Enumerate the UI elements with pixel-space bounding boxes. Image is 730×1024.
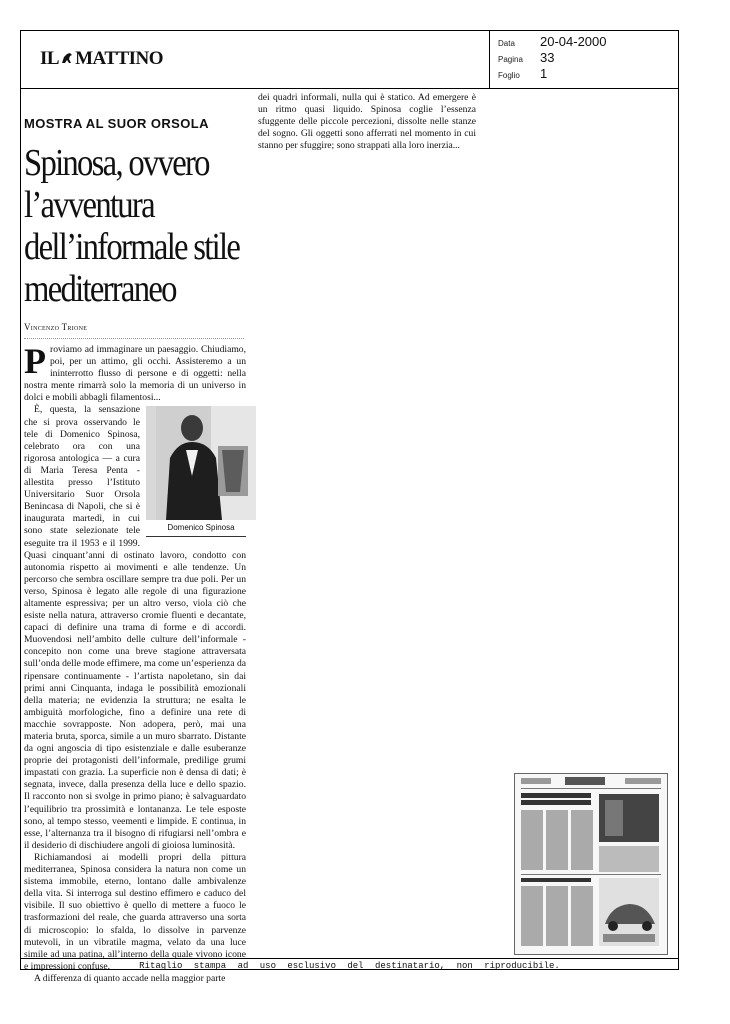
meta-page-row bbox=[498, 50, 607, 66]
newspaper-masthead bbox=[40, 48, 163, 70]
masthead-right: MATTINO bbox=[75, 48, 164, 69]
artist-photo bbox=[146, 406, 246, 520]
clipping-disclaimer: Ritaglio stampa ad uso esclusivo del destinatario, non riproducibile. bbox=[139, 961, 560, 971]
article-body bbox=[24, 341, 246, 984]
artist-photo-block bbox=[146, 406, 246, 536]
meta-date-value: 20-04-2000 bbox=[540, 34, 607, 49]
meta-sheet-value: 1 bbox=[540, 66, 548, 81]
paragraph-3: Richiamandosi ai modelli propri della pittura mediterranea, Spinosa considera la natura non come un sistema immobile, eterno, lontano dalle ambivalenze della vita. Si interroga sul destino effimero e caduco del visibile. Il suo obiettivo è quello di mettere a fuoco le trasformazioni del reale, che guarda attraverso una sorta di microscopio: lo sfalda, lo dissolve in parvenze mutevoli, in un vibratile magma, velato da una luce simile ad una patina, all’interno della quale vivono icone e impressioni confuse. bbox=[24, 851, 246, 972]
paragraph-1 bbox=[24, 341, 246, 404]
paragraph-4: A differenza di quanto accade nella maggior parte bbox=[34, 972, 226, 984]
page-thumbnail-image bbox=[515, 774, 667, 954]
page-thumbnail bbox=[514, 773, 668, 955]
horse-emblem-icon bbox=[60, 51, 74, 65]
meta-page-value: 33 bbox=[540, 50, 555, 65]
headline-line-2: l’avventura bbox=[24, 184, 154, 226]
artist-photo-image bbox=[156, 406, 256, 520]
paragraph-2-text: È, questa, la sensazione che si prova osservando le tele di Domenico Spinosa, celebrato ora con una rigorosa antologica — a cura di Maria Teresa Penta - allestita presso l’Istituto Universitario Suor Orsola Benincasa di Napoli, che si è inaugurata martedì, in cui sono state selezionate tele eseguite tra il 1953 e il 1999. Quasi cinquant’anni di ostinato lavoro, condotto con autonomia rispetto ai movimenti e alle tendenze. Un percorso che sembra oscillare sempre tra due poli. Per un verso, Spinosa è legato alle regole di una figurazione altamente espressiva; per un altro verso, viola ciò che esiste nella natura, attraverso cromie fluenti e decantate, capaci di definire una trama di forme e di accordi. Muovendosi nell’ambito delle culture dell’informale - concepito non come una breve stagione attraversata sull’onda delle mode effimere, ma come un’esperienza da ripensare continuamente - l’artista napoletano, sin dai primi anni Cinquanta, indaga le possibilità emozionali della materia; ne evidenzia la struttura; ne esalta le ambiguità morfologiche, fino a definire una rete di macchie sovrapposte. Non adopera, però, mai una materia bruta, sporca, simile a un muro sbarrato. Distante da ogni angoscia di tipo esistenziale e dalle esuberanze proprie dei protagonisti dell’informale, predilige grumi impastati con grazia. La superficie non è densa di dati; è segnata, invece, dalla presenza della luce e dello spazio. Il racconto non si svolge in primo piano; è salvaguardato l’equilibrio tra prossimità e lontananza. Le tele esposte sono, al tempo stesso, veementi e limpide. E continua, in esse, l’alternanza tra il bisogno di rifugiarsi nell’ombra e il desiderio di dischiudere angoli di gioiosa luminosità. bbox=[24, 404, 246, 851]
paragraph-1-text: roviamo ad immaginare un paesaggio. Chiudiamo, poi, per un attimo, gli occhi. Assisteremo a un ininterrotto flusso di persone e di oggetti: nella nostra mente rimarrà solo la memoria di un universo in dolci e mobili abbagli filamentosi... bbox=[24, 344, 246, 404]
header-divider bbox=[20, 88, 679, 89]
drop-cap: P bbox=[24, 341, 46, 381]
continuation-text: dei quadri informali, nulla qui è statico. Ad emergere è un ritmo quasi liquido. Spinosa coglie l’essenza sfuggente delle piccole percezioni, dissolte nelle stanze del sogno. Gli oggetti sono afferrati nel momento in cui stanno per sfuggire; sono strappati alla loro inerzia... bbox=[258, 92, 476, 152]
masthead-left: IL bbox=[40, 48, 60, 69]
article-continuation bbox=[258, 92, 476, 152]
meta-sheet-label: Foglio bbox=[498, 71, 520, 80]
header-column-divider bbox=[489, 30, 490, 88]
meta-date-label: Data bbox=[498, 39, 515, 48]
meta-date-row bbox=[498, 34, 607, 50]
headline-line-1: Spinosa, ovvero bbox=[24, 142, 209, 184]
headline-line-3: dell’informale stile bbox=[24, 226, 240, 268]
photo-caption: Domenico Spinosa bbox=[146, 522, 246, 536]
headline-line-4: mediterraneo bbox=[24, 268, 176, 310]
paragraph-2 bbox=[24, 404, 246, 851]
article-byline: Vincenzo Trione bbox=[24, 322, 88, 332]
meta-page-label: Pagina bbox=[498, 55, 523, 64]
byline-rule bbox=[24, 338, 244, 339]
article-kicker: MOSTRA AL SUOR ORSOLA bbox=[24, 116, 209, 131]
article-headline bbox=[24, 142, 240, 310]
clipping-metadata bbox=[498, 34, 607, 82]
meta-sheet-row bbox=[498, 66, 607, 82]
